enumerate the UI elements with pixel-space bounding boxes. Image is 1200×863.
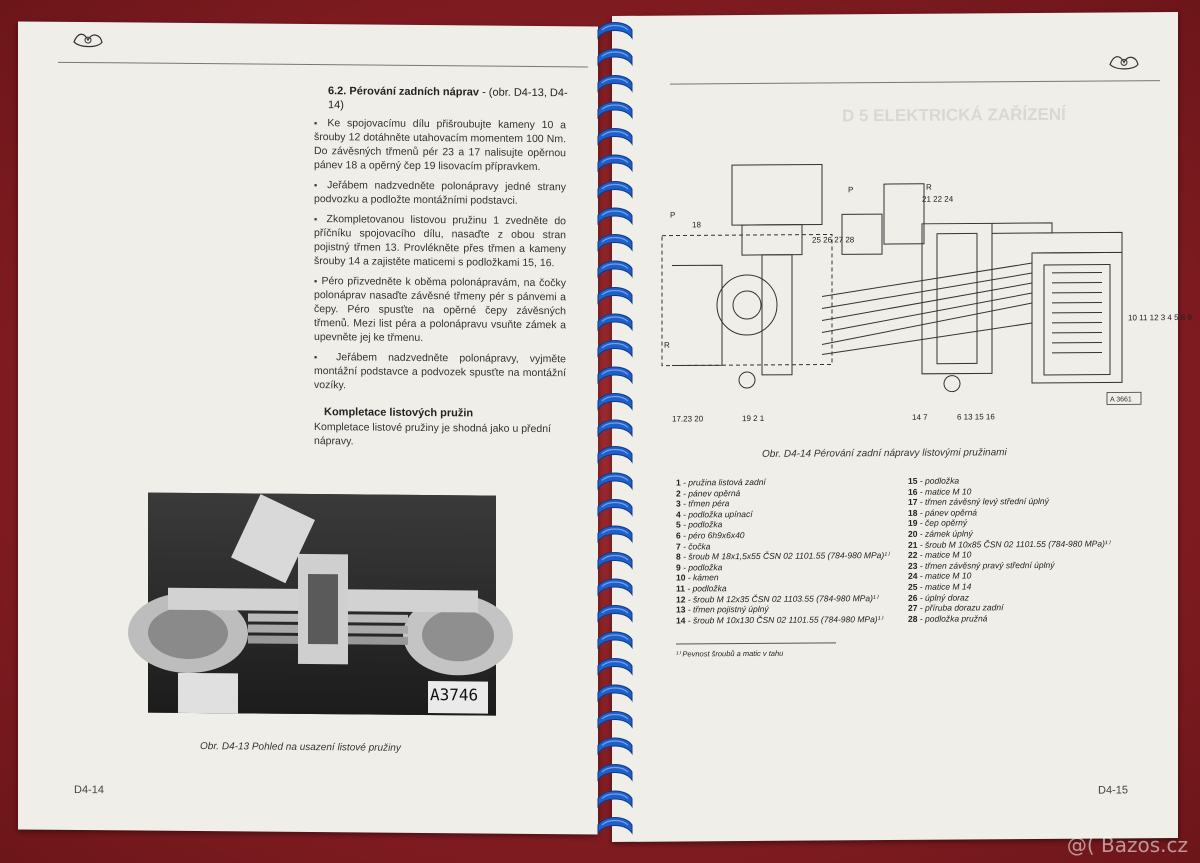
legend-item: 9 - podložka bbox=[676, 561, 723, 573]
spiral-coil bbox=[598, 712, 632, 728]
watermark: @( Bazos.cz bbox=[1066, 833, 1188, 857]
legend-item: 4 - podložka upínací bbox=[676, 508, 753, 520]
label-top-nums: 21 22 24 bbox=[922, 194, 954, 204]
spiral-coil bbox=[598, 182, 632, 198]
spiral-coil bbox=[598, 288, 632, 304]
header-rule bbox=[58, 62, 588, 68]
spiral-coil bbox=[598, 341, 632, 357]
label-p1: P bbox=[670, 210, 676, 220]
spiral-coil bbox=[598, 738, 632, 754]
label-bottom-far: 6 13 15 16 bbox=[957, 412, 995, 422]
photo-label: A3746 bbox=[430, 685, 479, 705]
label-bottom-mid: 19 2 1 bbox=[742, 413, 765, 424]
spiral-coil bbox=[598, 208, 632, 224]
spiral-coil bbox=[598, 579, 632, 595]
legend-item: 20 - zámek úplný bbox=[908, 528, 973, 539]
header-rule bbox=[670, 80, 1160, 84]
spiral-coil bbox=[598, 765, 632, 781]
spiral-coil bbox=[598, 76, 632, 92]
legend-item: 24 - matice M 10 bbox=[908, 570, 972, 582]
page-number-right: D4-15 bbox=[1098, 784, 1128, 797]
spiral-coil bbox=[598, 129, 632, 145]
legend-item: 14 - šroub M 10x130 ČSN 02 1101.55 (784-980 MPa)¹⁾ bbox=[676, 613, 883, 626]
label-r2: R bbox=[926, 182, 932, 192]
left-page bbox=[18, 21, 598, 834]
bullet-item: ▪ Péro přizvedněte k oběma polonápravám, na čočky polonáprav nasaďte závěsné třmeny pér s pánvemi a čepy. Péro spusťte na opěrné čepy závěsných třmenů. Mezi list péra a polonápravu vsuňte zámek a upevněte jej ke třmenu. bbox=[314, 274, 566, 346]
spiral-coil bbox=[598, 818, 632, 834]
photo-caption: Obr. D4-13 Pohled na usazení listové pružiny bbox=[200, 741, 401, 754]
page-number-left: D4-14 bbox=[74, 783, 104, 797]
section-ref: - (obr. D4-13, D4-14) bbox=[328, 86, 568, 112]
legend-item: 26 - úplný doraz bbox=[908, 592, 969, 603]
spiral-coil bbox=[598, 102, 632, 118]
legend-item: 12 - šroub M 12x35 ČSN 02 1103.55 (784-980 MPa)¹⁾ bbox=[676, 592, 878, 605]
legend-item: 2 - pánev opěrná bbox=[676, 487, 741, 499]
legend-item: 23 - třmen závěsný pravý střední úplný bbox=[908, 559, 1055, 571]
legend-item: 16 - matice M 10 bbox=[908, 486, 972, 497]
spiral-coil bbox=[598, 553, 632, 569]
legend-item: 28 - podložka pružná bbox=[908, 613, 988, 624]
spiral-binding bbox=[594, 16, 636, 846]
spiral-coil bbox=[598, 473, 632, 489]
label-n18: 18 bbox=[692, 220, 701, 230]
legend-item: 5 - podložka bbox=[676, 519, 723, 530]
bullet-list bbox=[314, 116, 566, 400]
label-r1: R bbox=[664, 340, 670, 350]
label-p2: P bbox=[848, 185, 854, 195]
spiral-coil bbox=[598, 500, 632, 516]
spiral-coil bbox=[598, 606, 632, 622]
legend-item: 3 - třmen péra bbox=[676, 498, 730, 509]
bullet-item: ▪ Jeřábem nadzvedněte polonápravy, vyjměte montážní podstavce a podvozek spusťte na montážní vozíky. bbox=[314, 350, 566, 394]
section-heading bbox=[328, 84, 568, 114]
legend-item: 17 - třmen závěsný levý střední úplný bbox=[908, 496, 1049, 508]
spiral-coil bbox=[598, 367, 632, 383]
spiral-coil bbox=[598, 632, 632, 648]
legend-item: 11 - podložka bbox=[676, 583, 727, 594]
legend-item: 18 - pánev opěrná bbox=[908, 507, 978, 518]
spiral-coil bbox=[598, 394, 632, 410]
legend-left bbox=[676, 476, 906, 626]
section-title: 6.2. Pérování zadních náprav bbox=[328, 85, 480, 99]
spiral-coil bbox=[598, 314, 632, 330]
spiral-coil bbox=[598, 659, 632, 675]
right-page bbox=[612, 12, 1192, 842]
tatra-logo-icon bbox=[1106, 50, 1142, 74]
legend-item: 22 - matice M 10 bbox=[908, 549, 972, 561]
spiral-coil bbox=[598, 23, 632, 39]
label-left-stack: 25 26 27 28 bbox=[812, 235, 855, 245]
bullet-item: ▪ Zkompletovanou listovou pružinu 1 zvedněte do příčníku spojovacího dílu, nasaďte z obou stran pojistný třmen 13. Provlékněte přes třmen a kameny šrouby 14 a zajistěte maticemi s podložkami 15, 16. bbox=[314, 212, 566, 270]
spiral-coil bbox=[598, 685, 632, 701]
legend-item: 15 - podložka bbox=[908, 475, 960, 486]
label-right-nums: 10 11 12 3 4 5 8 9 bbox=[1128, 312, 1192, 323]
legend-item: 21 - šroub M 10x85 ČSN 02 1101.55 (784-980 MPa)¹⁾ bbox=[908, 538, 1110, 550]
legend-right bbox=[908, 474, 1158, 624]
legend-item: 25 - matice M 14 bbox=[908, 581, 972, 592]
tatra-logo-icon bbox=[70, 28, 106, 52]
bullet-item: ▪ Jeřábem nadzvedněte polonápravy jedné strany podvozku a podložte montážními podstavci. bbox=[314, 178, 566, 208]
legend-item: 10 - kámen bbox=[676, 572, 719, 583]
spiral-coil bbox=[598, 791, 632, 807]
spiral-coil bbox=[598, 526, 632, 542]
footnote: ¹⁾ Pevnost šroubů a matic v tahu bbox=[676, 648, 784, 659]
legend-item: 13 - třmen pojistný úplný bbox=[676, 604, 769, 615]
label-bottom-right: 14 7 bbox=[912, 412, 928, 422]
legend-item: 7 - čočka bbox=[676, 540, 711, 552]
suspension-photo bbox=[148, 493, 496, 716]
legend-item: 6 - péro 6h9x6x40 bbox=[676, 530, 745, 541]
subtext: Kompletace listové pružiny je shodná jako u přední nápravy. bbox=[314, 421, 551, 448]
legend-item: 27 - příruba dorazu zadní bbox=[908, 602, 1004, 614]
spiral-coil bbox=[598, 420, 632, 436]
spiral-coil bbox=[598, 155, 632, 171]
figure-caption: Obr. D4-14 Pérování zadní nápravy listovými pružinami bbox=[762, 447, 1007, 460]
label-bottom-left: 17.23 20 bbox=[672, 414, 704, 424]
spiral-coil bbox=[598, 49, 632, 65]
bullet-item: ▪ Ke spojovacímu dílu přišroubujte kameny 10 a šrouby 12 dotáhněte utahovacím momentem 100 Nm. Do závěsných třmenů pér 23 a 17 nalisujte opěrnou pánev 18 a opěrný čep 19 lisovacím přípravkem. bbox=[314, 116, 566, 174]
suspension-photo-image bbox=[148, 493, 496, 716]
faint-heading: D 5 ELEKTRICKÁ ZAŘÍZENÍ bbox=[842, 104, 1066, 126]
suspension-drawing bbox=[652, 152, 1192, 426]
legend-item: 19 - čep opěrný bbox=[908, 517, 968, 529]
figure-code: A 3661 bbox=[1110, 396, 1132, 404]
spiral-coil bbox=[598, 235, 632, 251]
legend-item: 8 - šroub M 18x1,5x55 ČSN 02 1101.55 (784-980 MPa)¹⁾ bbox=[676, 550, 890, 562]
spiral-coil bbox=[598, 447, 632, 463]
subheading: Kompletace listových pružin bbox=[324, 406, 474, 420]
legend-item: 1 - pružina listová zadní bbox=[676, 476, 766, 488]
spiral-coil bbox=[598, 261, 632, 277]
footnote-rule bbox=[676, 642, 836, 644]
